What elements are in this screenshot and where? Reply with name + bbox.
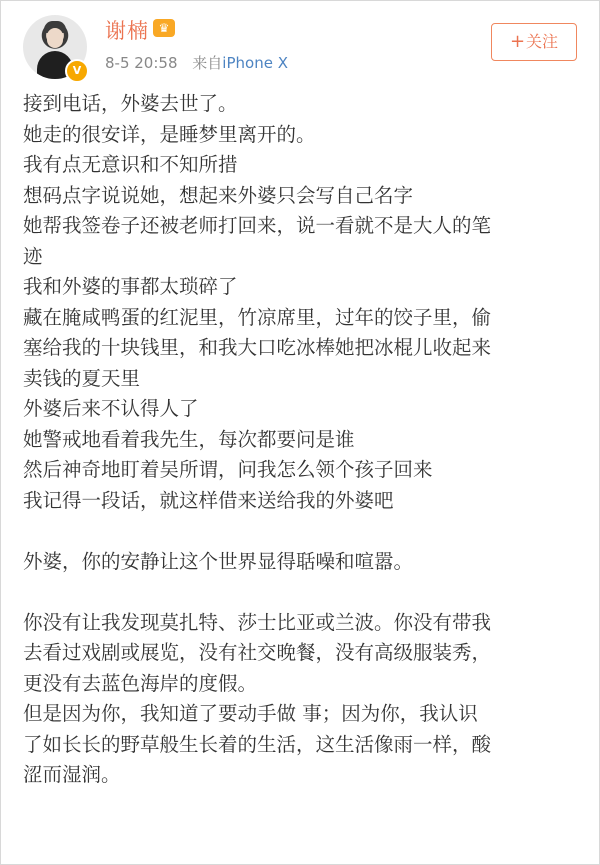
- post-text-line: 她帮我签卷子还被老师打回来，说一看就不是大人的笔: [23, 214, 492, 237]
- post-text-line: 我记得一段话，就这样借来送给我的外婆吧: [23, 488, 394, 512]
- post-meta: [105, 52, 288, 73]
- post-text-line: 塞给我的十块钱里，和我大口吃冰棒她把冰棍儿收起来: [23, 336, 492, 359]
- paragraph-gap: [23, 516, 583, 547]
- post-text-line: 迹: [23, 244, 43, 268]
- avatar-face: [47, 28, 63, 48]
- post-text-line: 接到电话，外婆去世了。: [23, 92, 238, 115]
- plus-icon: +: [509, 31, 526, 52]
- post-text-line: 她警戒地看着我先生，每次都要问是谁: [23, 427, 355, 451]
- post-header: [1, 1, 600, 91]
- post-text-line: 更没有去蓝色海岸的度假。: [23, 671, 258, 695]
- post-text-line: 外婆后来不认得人了: [23, 397, 199, 420]
- follow-button[interactable]: [491, 23, 577, 61]
- post-text-line: 外婆，你的安静让这个世界显得聒噪和喧嚣。: [23, 549, 414, 573]
- source-prefix: 来自: [192, 54, 223, 72]
- post-text-line: 了如长长的野草般生长着的生活，这生活像雨一样，酸: [23, 732, 492, 756]
- crown-icon[interactable]: ♛: [153, 19, 175, 37]
- post-text: [23, 89, 583, 791]
- post-text-line: 她走的很安详，是睡梦里离开的。: [23, 122, 316, 146]
- post-text-line: 去看过戏剧或展览，没有社交晚餐，没有高级服装秀，: [23, 641, 492, 664]
- post-text-line: 我和外婆的事都太琐碎了: [23, 275, 238, 298]
- post-text-line: 卖钱的夏天里: [23, 366, 141, 390]
- post-text-line: 藏在腌咸鸭蛋的红泥里，竹凉席里，过年的饺子里，偷: [23, 305, 492, 329]
- post-text-line: 想码点字说说她，想起来外婆只会写自己名字: [23, 183, 414, 207]
- post-text-line: 但是因为你，我知道了要动手做 事；因为你，我认识: [23, 702, 478, 725]
- source-device[interactable]: iPhone X: [222, 54, 288, 72]
- author-name[interactable]: 谢楠: [105, 19, 149, 43]
- post-time[interactable]: 8-5 20:58: [105, 54, 178, 72]
- post-text-line: 你没有让我发现莫扎特、莎士比亚或兰波。你没有带我: [23, 610, 492, 634]
- post-text-line: 我有点无意识和不知所措: [23, 153, 238, 176]
- verified-v-icon: V: [65, 59, 89, 83]
- post-text-line: 然后神奇地盯着吴所谓，问我怎么领个孩子回来: [23, 458, 433, 481]
- follow-label: 关注: [526, 32, 559, 51]
- paragraph-gap: [23, 577, 583, 608]
- post-text-line: 涩而湿润。: [23, 763, 121, 786]
